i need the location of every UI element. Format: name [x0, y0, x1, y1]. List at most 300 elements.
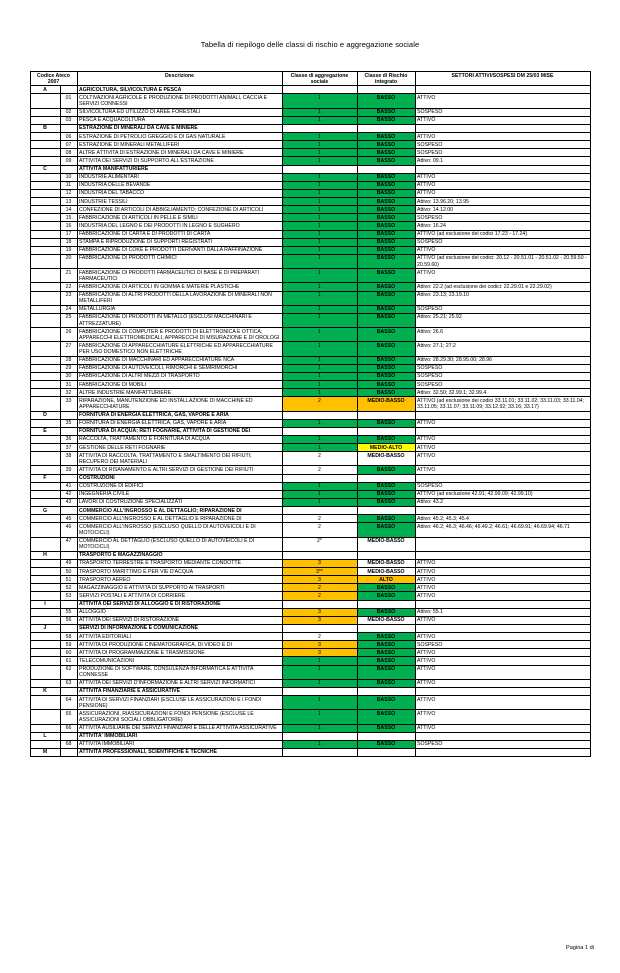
- table-row: [30, 435, 590, 443]
- cell-ateco-code: 09: [60, 157, 77, 165]
- cell-description: COMMERCIO ALL'INGROSSO E AL DETTAGLIO; RIPARAZIONE DI: [77, 507, 282, 515]
- cell-section-code: H: [30, 551, 60, 559]
- cell-risk-class: MEDIO-BASSO: [357, 559, 415, 567]
- cell-ateco-code: 25: [60, 313, 77, 327]
- cell-risk-class: [357, 624, 415, 632]
- cell-sector-status: Attivo: 14.12.00: [415, 206, 590, 214]
- cell-risk-class: BASSO: [357, 141, 415, 149]
- table-row: [30, 551, 590, 559]
- cell-aggregation-class: 1: [282, 444, 357, 452]
- table-row: [30, 657, 590, 665]
- cell-aggregation-class: 3: [282, 559, 357, 567]
- cell-aggregation-class: 1: [282, 710, 357, 724]
- cell-aggregation-class: 1: [282, 206, 357, 214]
- cell-description: ATTIVITA DEI SERVIZI D'INFORMAZIONE E ALTRI SERVIZI INFORMATICI: [77, 679, 282, 687]
- cell-aggregation-class: [282, 748, 357, 756]
- cell-ateco-code: 14: [60, 206, 77, 214]
- cell-sector-status: [415, 474, 590, 482]
- cell-section-code: [30, 724, 60, 732]
- table-row: [30, 665, 590, 679]
- table-row: [30, 559, 590, 567]
- cell-sector-status: Attivo: 22.2 (ad esclusione dei codici: 22.29.01 e 22.29.02): [415, 283, 590, 291]
- cell-section-code: [30, 435, 60, 443]
- cell-description: ATTIVITA DI RACCOLTA, TRATTAMENTO E SMALTIMENTO DEI RIFIUTI; RECUPERO DEI MATERIALI: [77, 452, 282, 466]
- cell-aggregation-class: [282, 427, 357, 435]
- cell-risk-class: BASSO: [357, 305, 415, 313]
- cell-aggregation-class: 1: [282, 419, 357, 427]
- cell-description: ALLOGGIO: [77, 608, 282, 616]
- cell-section-code: [30, 389, 60, 397]
- cell-aggregation-class: 2: [282, 397, 357, 411]
- cell-risk-class: BASSO: [357, 608, 415, 616]
- cell-sector-status: ATTIVO: [415, 657, 590, 665]
- cell-sector-status: Attivo: 28.29.30; 28.95.00; 28.96: [415, 356, 590, 364]
- cell-risk-class: BASSO: [357, 364, 415, 372]
- cell-risk-class: [357, 165, 415, 173]
- cell-risk-class: BASSO: [357, 189, 415, 197]
- cell-ateco-code: [60, 86, 77, 94]
- cell-description: PESCA E ACQUACOLTURA: [77, 116, 282, 124]
- cell-sector-status: SOSPESO: [415, 149, 590, 157]
- cell-description: FORNITURA DI ENERGIA ELETTRICA, GAS, VAPORE E ARIA: [77, 419, 282, 427]
- cell-risk-class: MEDIO-BASSO: [357, 397, 415, 411]
- cell-ateco-code: 32: [60, 389, 77, 397]
- table-row: [30, 624, 590, 632]
- cell-sector-status: ATTIVO: [415, 724, 590, 732]
- cell-description: COSTRUZIONI: [77, 474, 282, 482]
- table-row: [30, 230, 590, 238]
- cell-risk-class: [357, 124, 415, 132]
- cell-sector-status: ATTIVO: [415, 679, 590, 687]
- cell-aggregation-class: 2: [282, 515, 357, 523]
- cell-risk-class: BASSO: [357, 238, 415, 246]
- cell-description: FABBRICAZIONE DI PRODOTTI IN METALLO (ESCLUSI MACCHINARI E ATTREZZATURE): [77, 313, 282, 327]
- cell-ateco-code: 27: [60, 342, 77, 356]
- cell-section-code: [30, 608, 60, 616]
- cell-section-code: [30, 576, 60, 584]
- cell-ateco-code: 68: [60, 740, 77, 748]
- cell-section-code: [30, 616, 60, 624]
- table-row: [30, 305, 590, 313]
- cell-aggregation-class: 1: [282, 328, 357, 342]
- cell-sector-status: [415, 427, 590, 435]
- cell-aggregation-class: [282, 165, 357, 173]
- cell-risk-class: BASSO: [357, 523, 415, 537]
- cell-aggregation-class: 2: [282, 466, 357, 474]
- cell-aggregation-class: 1: [282, 269, 357, 283]
- cell-ateco-code: 10: [60, 173, 77, 181]
- cell-sector-status: ATTIVO: [415, 633, 590, 641]
- cell-ateco-code: 62: [60, 665, 77, 679]
- cell-section-code: F: [30, 474, 60, 482]
- cell-section-code: [30, 452, 60, 466]
- cell-ateco-code: 11: [60, 181, 77, 189]
- cell-risk-class: BASSO: [357, 328, 415, 342]
- cell-ateco-code: 61: [60, 657, 77, 665]
- cell-sector-status: SOSPESO: [415, 108, 590, 116]
- cell-section-code: [30, 173, 60, 181]
- cell-description: ALTRE INDUSTRIE MANIFATTURIERE: [77, 389, 282, 397]
- cell-ateco-code: 19: [60, 246, 77, 254]
- table-row: [30, 732, 590, 740]
- cell-ateco-code: 36: [60, 435, 77, 443]
- table-row: [30, 523, 590, 537]
- cell-ateco-code: 17: [60, 230, 77, 238]
- cell-risk-class: [357, 474, 415, 482]
- cell-ateco-code: 47: [60, 537, 77, 551]
- cell-sector-status: ATTIVO: [415, 592, 590, 600]
- cell-risk-class: BASSO: [357, 313, 415, 327]
- cell-ateco-code: 46: [60, 523, 77, 537]
- cell-ateco-code: 51: [60, 576, 77, 584]
- cell-ateco-code: 20: [60, 254, 77, 268]
- cell-risk-class: [357, 600, 415, 608]
- cell-ateco-code: 39: [60, 466, 77, 474]
- cell-aggregation-class: [282, 624, 357, 632]
- cell-description: ATTIVITA DEI SERVIZI DI RISTORAZIONE: [77, 616, 282, 624]
- cell-risk-class: BASSO: [357, 679, 415, 687]
- table-row: [30, 490, 590, 498]
- cell-risk-class: BASSO: [357, 498, 415, 506]
- cell-description: FORNITURA DI ACQUA; RETI FOGNARIE, ATTIVITA DI GESTIONE DEI: [77, 427, 282, 435]
- cell-section-code: [30, 665, 60, 679]
- cell-section-code: A: [30, 86, 60, 94]
- cell-aggregation-class: 1: [282, 108, 357, 116]
- cell-section-code: [30, 116, 60, 124]
- cell-sector-status: ATTIVO (ad esclusione dei codici 33.11.01; 33.11.02; 33.11.03; 33.11.04; 33.11.05; 33.11.07; 33.11.09; 33.12.92; 33.16; 33.17): [415, 397, 590, 411]
- table-header-row: [30, 72, 590, 86]
- cell-ateco-code: 03: [60, 116, 77, 124]
- header-aggregazione: Classe di aggregazione sociale: [282, 72, 357, 86]
- cell-sector-status: Attivo: 09.1: [415, 157, 590, 165]
- table-row: [30, 342, 590, 356]
- cell-risk-class: [357, 411, 415, 419]
- cell-section-code: L: [30, 732, 60, 740]
- cell-sector-status: [415, 86, 590, 94]
- cell-description: ASSICURAZIONI, RIASSICURAZIONI E FONDI PENSIONE (ESCLUSE LE ASSICURAZIONI SOCIALI OBBLIGATORIE): [77, 710, 282, 724]
- cell-aggregation-class: 1: [282, 141, 357, 149]
- cell-aggregation-class: [282, 551, 357, 559]
- cell-sector-status: [415, 165, 590, 173]
- cell-description: FABBRICAZIONE DI APPARECCHIATURE ELETTRICHE ED APPARECCHIATURE PER USO DOMESTICO NON ELETTRICHE: [77, 342, 282, 356]
- cell-description: ATTIVITA DI PRODUZIONE CINEMATOGRAFICA, DI VIDEO E DI: [77, 641, 282, 649]
- cell-ateco-code: 55: [60, 608, 77, 616]
- cell-description: TRASPORTO AEREO: [77, 576, 282, 584]
- cell-risk-class: BASSO: [357, 389, 415, 397]
- cell-aggregation-class: 1: [282, 679, 357, 687]
- table-row: [30, 254, 590, 268]
- table-row: [30, 291, 590, 305]
- cell-aggregation-class: 1: [282, 230, 357, 238]
- cell-risk-class: [357, 687, 415, 695]
- cell-section-code: [30, 313, 60, 327]
- cell-aggregation-class: 2: [282, 523, 357, 537]
- cell-sector-status: SOSPESO: [415, 482, 590, 490]
- cell-description: LAVORI DI COSTRUZIONE SPECIALIZZATI: [77, 498, 282, 506]
- table-row: [30, 94, 590, 108]
- cell-risk-class: BASSO: [357, 584, 415, 592]
- cell-risk-class: BASSO: [357, 342, 415, 356]
- table-row: [30, 696, 590, 710]
- cell-risk-class: BASSO: [357, 173, 415, 181]
- cell-aggregation-class: 1: [282, 157, 357, 165]
- cell-ateco-code: 63: [60, 679, 77, 687]
- cell-section-code: [30, 133, 60, 141]
- cell-description: ATTIVITA MANIFATTURIERE: [77, 165, 282, 173]
- header-descrizione: Descrizione: [77, 72, 282, 86]
- cell-description: INDUSTRIE TESSILI: [77, 198, 282, 206]
- table-row: [30, 313, 590, 327]
- cell-ateco-code: 53: [60, 592, 77, 600]
- table-row: [30, 616, 590, 624]
- table-row: [30, 641, 590, 649]
- cell-sector-status: ATTIVO (ad esclusione dei codici: 20.12 - 20.51.01 - 20.51.02 - 20.59.50 - 20.59.60): [415, 254, 590, 268]
- cell-description: FABBRICAZIONE DI CARTA E DI PRODOTTI DI CARTA: [77, 230, 282, 238]
- cell-sector-status: [415, 687, 590, 695]
- cell-aggregation-class: 3: [282, 616, 357, 624]
- cell-risk-class: BASSO: [357, 633, 415, 641]
- cell-ateco-code: 07: [60, 141, 77, 149]
- cell-description: FABBRICAZIONE DI ARTICOLI IN PELLE E SIMILI: [77, 214, 282, 222]
- cell-section-code: [30, 206, 60, 214]
- table-row: [30, 246, 590, 254]
- table-row: [30, 389, 590, 397]
- cell-risk-class: BASSO: [357, 214, 415, 222]
- cell-section-code: [30, 568, 60, 576]
- cell-risk-class: BASSO: [357, 206, 415, 214]
- cell-description: ESTRAZIONE DI MINERALI DA CAVE E MINIERE: [77, 124, 282, 132]
- table-row: [30, 238, 590, 246]
- cell-sector-status: [415, 537, 590, 551]
- cell-risk-class: BASSO: [357, 372, 415, 380]
- cell-section-code: [30, 466, 60, 474]
- cell-section-code: [30, 740, 60, 748]
- cell-aggregation-class: 1: [282, 696, 357, 710]
- table-row: [30, 149, 590, 157]
- cell-ateco-code: 58: [60, 633, 77, 641]
- cell-description: INDUSTRIA DEL TABACCO: [77, 189, 282, 197]
- cell-section-code: [30, 283, 60, 291]
- cell-description: ATTIVITA FINANZIARIE E ASSICURATIVE: [77, 687, 282, 695]
- cell-sector-status: ATTIVO: [415, 269, 590, 283]
- cell-risk-class: [357, 551, 415, 559]
- cell-sector-status: ATTIVO: [415, 559, 590, 567]
- cell-description: FABBRICAZIONE DI PRODOTTI CHIMICI: [77, 254, 282, 268]
- cell-risk-class: BASSO: [357, 490, 415, 498]
- cell-section-code: [30, 269, 60, 283]
- table-row: [30, 397, 590, 411]
- cell-risk-class: [357, 86, 415, 94]
- cell-section-code: K: [30, 687, 60, 695]
- cell-section-code: [30, 291, 60, 305]
- cell-section-code: [30, 592, 60, 600]
- cell-ateco-code: 02: [60, 108, 77, 116]
- cell-sector-status: ATTIVO: [415, 568, 590, 576]
- cell-ateco-code: 13: [60, 198, 77, 206]
- table-row: [30, 515, 590, 523]
- table-row: [30, 214, 590, 222]
- cell-sector-status: [415, 551, 590, 559]
- cell-ateco-code: 28: [60, 356, 77, 364]
- cell-ateco-code: 30: [60, 372, 77, 380]
- cell-description: ATTIVITA DI SERVIZI FINANZIARI (ESCLUSE LE ASSICURAZIONI E I FONDI PENSIONE): [77, 696, 282, 710]
- table-row: [30, 108, 590, 116]
- cell-risk-class: MEDIO-ALTO: [357, 444, 415, 452]
- cell-description: ATTIVITA DI PROGRAMMAZIONE E TRASMISSIONE: [77, 649, 282, 657]
- cell-ateco-code: 64: [60, 696, 77, 710]
- cell-section-code: [30, 157, 60, 165]
- table-row: [30, 608, 590, 616]
- cell-ateco-code: 45: [60, 515, 77, 523]
- cell-section-code: [30, 230, 60, 238]
- cell-risk-class: BASSO: [357, 641, 415, 649]
- cell-description: STAMPA E RIPRODUZIONE DI SUPPORTI REGISTRATI: [77, 238, 282, 246]
- cell-aggregation-class: 1: [282, 181, 357, 189]
- cell-aggregation-class: 3: [282, 576, 357, 584]
- cell-sector-status: [415, 411, 590, 419]
- cell-ateco-code: [60, 748, 77, 756]
- cell-sector-status: [415, 600, 590, 608]
- cell-risk-class: BASSO: [357, 116, 415, 124]
- cell-section-code: [30, 356, 60, 364]
- cell-section-code: [30, 498, 60, 506]
- risk-classes-table: [30, 71, 591, 757]
- table-body: [30, 86, 590, 757]
- cell-sector-status: ATTIVO: [415, 116, 590, 124]
- cell-section-code: [30, 364, 60, 372]
- cell-risk-class: BASSO: [357, 649, 415, 657]
- cell-risk-class: BASSO: [357, 222, 415, 230]
- cell-description: FABBRICAZIONE DI ARTICOLI IN GOMMA E MATERIE PLASTICHE: [77, 283, 282, 291]
- cell-section-code: [30, 397, 60, 411]
- cell-sector-status: Attivo: 43.2: [415, 498, 590, 506]
- cell-section-code: [30, 305, 60, 313]
- table-row: [30, 452, 590, 466]
- cell-section-code: [30, 419, 60, 427]
- cell-aggregation-class: 1: [282, 214, 357, 222]
- cell-aggregation-class: 1: [282, 222, 357, 230]
- cell-description: METALLURGIA: [77, 305, 282, 313]
- cell-ateco-code: 59: [60, 641, 77, 649]
- cell-section-code: [30, 94, 60, 108]
- cell-ateco-code: [60, 165, 77, 173]
- cell-section-code: [30, 198, 60, 206]
- cell-section-code: [30, 328, 60, 342]
- table-row: [30, 584, 590, 592]
- cell-aggregation-class: 1: [282, 381, 357, 389]
- table-row: [30, 222, 590, 230]
- cell-risk-class: BASSO: [357, 515, 415, 523]
- table-row: [30, 537, 590, 551]
- cell-risk-class: BASSO: [357, 230, 415, 238]
- cell-aggregation-class: 1: [282, 356, 357, 364]
- table-row: [30, 283, 590, 291]
- table-row: [30, 444, 590, 452]
- table-row: [30, 474, 590, 482]
- cell-section-code: [30, 679, 60, 687]
- cell-ateco-code: [60, 124, 77, 132]
- cell-aggregation-class: [282, 124, 357, 132]
- cell-description: COMMERCIO ALL'INGROSSO (ESCLUSO QUELLO DI AUTOVEICOLI E DI MOTOCICLI): [77, 523, 282, 537]
- cell-aggregation-class: 1: [282, 305, 357, 313]
- cell-risk-class: MEDIO-BASSO: [357, 537, 415, 551]
- cell-description: FABBRICAZIONE DI PRODOTTI FARMACEUTICI DI BASE E DI PREPARATI FARMACEUTICI: [77, 269, 282, 283]
- cell-risk-class: BASSO: [357, 657, 415, 665]
- cell-section-code: [30, 696, 60, 710]
- cell-aggregation-class: 1: [282, 149, 357, 157]
- cell-risk-class: BASSO: [357, 592, 415, 600]
- cell-aggregation-class: 3: [282, 641, 357, 649]
- table-row: [30, 679, 590, 687]
- cell-ateco-code: 52: [60, 584, 77, 592]
- cell-sector-status: ATTIVO: [415, 665, 590, 679]
- table-row: [30, 157, 590, 165]
- cell-aggregation-class: [282, 600, 357, 608]
- cell-ateco-code: 29: [60, 364, 77, 372]
- cell-ateco-code: 08: [60, 149, 77, 157]
- table-row: [30, 381, 590, 389]
- table-row: [30, 419, 590, 427]
- cell-risk-class: MEDIO-BASSO: [357, 616, 415, 624]
- cell-sector-status: SOSPESO: [415, 641, 590, 649]
- cell-risk-class: BASSO: [357, 740, 415, 748]
- cell-sector-status: ATTIVO: [415, 181, 590, 189]
- cell-ateco-code: 38: [60, 452, 77, 466]
- cell-section-code: [30, 254, 60, 268]
- cell-sector-status: SOSPESO: [415, 305, 590, 313]
- cell-aggregation-class: 3: [282, 649, 357, 657]
- cell-ateco-code: 42: [60, 490, 77, 498]
- cell-description: FABBRICAZIONE DI ALTRI MEZZI DI TRASPORTO: [77, 372, 282, 380]
- cell-section-code: [30, 381, 60, 389]
- cell-section-code: D: [30, 411, 60, 419]
- cell-sector-status: Attivo: 16.24: [415, 222, 590, 230]
- table-row: [30, 498, 590, 506]
- cell-description: FABBRICAZIONE DI MOBILI: [77, 381, 282, 389]
- cell-description: ESTRAZIONE DI PETROLIO GREGGIO E DI GAS NATURALE: [77, 133, 282, 141]
- table-row: [30, 328, 590, 342]
- cell-section-code: J: [30, 624, 60, 632]
- cell-description: ATTIVITA DEI SERVIZI DI SUPPORTO ALL'ESTRAZIONE: [77, 157, 282, 165]
- cell-description: FABBRICAZIONE DI ALTRI PRODOTTI DELLA LAVORAZIONE DI MINERALI NON METALLIFERI: [77, 291, 282, 305]
- cell-section-code: [30, 149, 60, 157]
- cell-description: ATTIVITA AUSILIARIE DEI SERVIZI FINANZIARI E DELLE ATTIVITA ASSICURATIVE: [77, 724, 282, 732]
- cell-section-code: [30, 238, 60, 246]
- cell-aggregation-class: 1: [282, 490, 357, 498]
- cell-section-code: [30, 633, 60, 641]
- cell-risk-class: BASSO: [357, 356, 415, 364]
- cell-risk-class: [357, 748, 415, 756]
- cell-sector-status: ATTIVO: [415, 189, 590, 197]
- table-row: [30, 710, 590, 724]
- cell-aggregation-class: 1: [282, 389, 357, 397]
- cell-ateco-code: 26: [60, 328, 77, 342]
- cell-aggregation-class: 2: [282, 633, 357, 641]
- cell-risk-class: BASSO: [357, 291, 415, 305]
- table-row: [30, 466, 590, 474]
- table-row: [30, 116, 590, 124]
- table-row: [30, 189, 590, 197]
- cell-risk-class: BASSO: [357, 665, 415, 679]
- cell-sector-status: SOSPESO: [415, 740, 590, 748]
- cell-ateco-code: [60, 624, 77, 632]
- cell-description: INDUSTRIE ALIMENTARI: [77, 173, 282, 181]
- table-row: [30, 649, 590, 657]
- cell-risk-class: BASSO: [357, 108, 415, 116]
- table-row: [30, 600, 590, 608]
- cell-aggregation-class: 2: [282, 452, 357, 466]
- cell-risk-class: [357, 732, 415, 740]
